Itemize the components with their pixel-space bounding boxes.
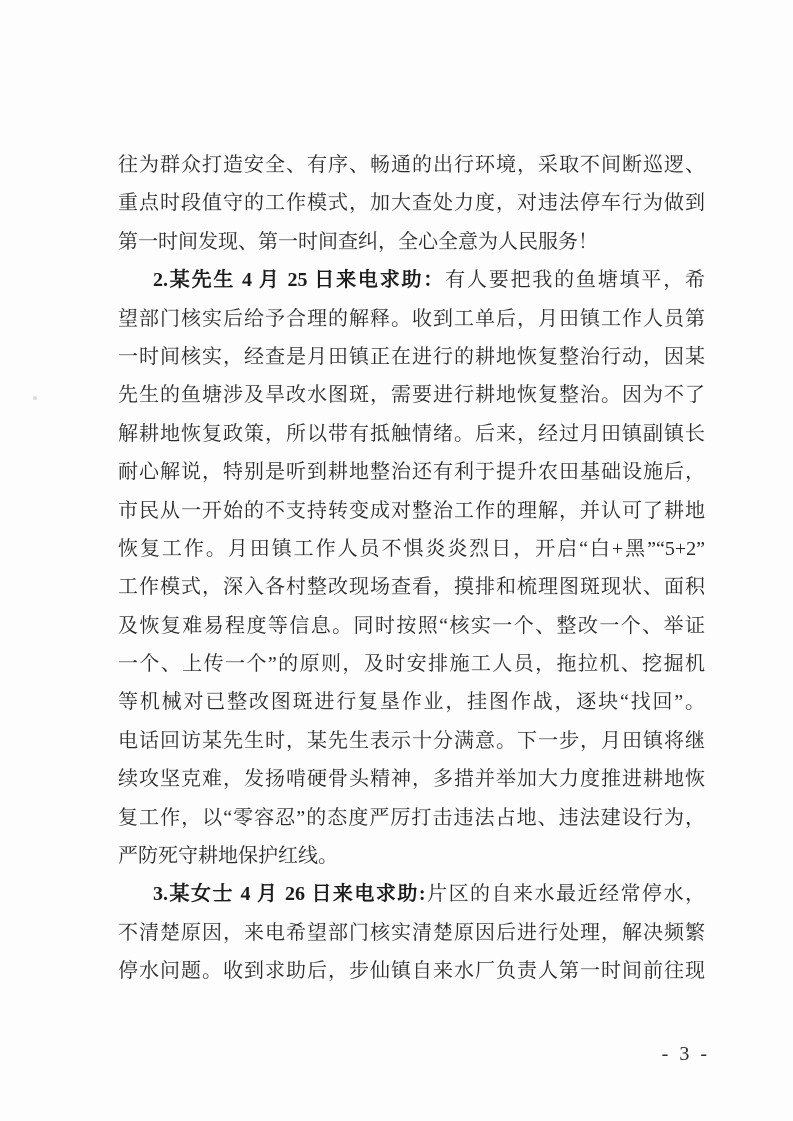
text-line xyxy=(118,799,705,837)
paragraph-lead: 3.某女士 4 月 26 日来电求助: xyxy=(153,883,426,906)
text-line xyxy=(118,568,705,606)
text-line xyxy=(118,722,705,760)
line-text: 恢复工作。月田镇工作人员不惧炎炎烈日，开启“白+黑”“5+2” xyxy=(118,537,705,560)
line-text: 电话回访某先生时，某先生表示十分满意。下一步，月田镇将继 xyxy=(118,729,705,752)
text-line xyxy=(118,914,705,952)
text-line xyxy=(118,223,705,261)
text-line xyxy=(118,837,705,875)
document-body xyxy=(118,146,705,991)
text-line xyxy=(118,645,705,683)
text-line xyxy=(118,300,705,338)
line-text: 一时间核实，经查是月田镇正在进行的耕地恢复整治行动，因某 xyxy=(118,345,705,368)
text-line xyxy=(118,952,705,990)
text-line xyxy=(118,683,705,721)
page-number: - 3 - xyxy=(661,1043,710,1065)
line-text: 先生的鱼塘涉及旱改水图斑，需要进行耕地恢复整治。因为不了 xyxy=(118,384,705,407)
line-text: 复工作，以“零容忍”的态度严厉打击违法占地、违法建设行为， xyxy=(118,806,705,829)
line-text: 停水问题。收到求助后，步仙镇自来水厂负责人第一时间前往现 xyxy=(118,960,705,983)
line-text: 一个、上传一个”的原则，及时安排施工人员，拖拉机、挖掘机 xyxy=(118,653,705,676)
line-text: 往为群众打造安全、有序、畅通的出行环境，采取不间断巡逻、 xyxy=(118,154,705,176)
text-line xyxy=(118,492,705,530)
line-text: 及恢复难易程度等信息。同时按照“核实一个、整改一个、举证 xyxy=(118,614,705,637)
line-text: 望部门核实后给予合理的解释。收到工单后，月田镇工作人员第 xyxy=(118,307,705,330)
line-text: 耐心解说，特别是听到耕地整治还有利于提升农田基础设施后， xyxy=(118,461,705,484)
scan-artifact xyxy=(33,396,37,400)
text-line xyxy=(118,261,705,299)
text-line xyxy=(118,607,705,645)
text-line xyxy=(118,530,705,568)
line-text: 不清楚原因，来电希望部门核实清楚原因后进行处理，解决频繁 xyxy=(118,921,705,944)
paragraph-lead: 2.某先生 4 月 25 日来电求助： xyxy=(153,269,446,292)
text-line xyxy=(118,338,705,376)
text-line xyxy=(118,760,705,798)
text-line xyxy=(118,453,705,491)
line-text: 解耕地恢复政策，所以带有抵触情绪。后来，经过月田镇副镇长 xyxy=(118,422,705,445)
line-text: 工作模式，深入各村整改现场查看，摸排和梳理图斑现状、面积 xyxy=(118,576,705,599)
line-text: 严防死守耕地保护红线。 xyxy=(118,845,338,868)
line-text: 市民从一开始的不支持转变成对整治工作的理解，并认可了耕地 xyxy=(118,499,705,522)
text-line xyxy=(118,875,705,913)
line-text: 有人要把我的鱼塘填平，希 xyxy=(445,269,706,292)
line-text: 片区的自来水最近经常停水， xyxy=(425,883,705,906)
text-line xyxy=(118,146,705,184)
text-line xyxy=(118,184,705,222)
line-text: 重点时段值守的工作模式，加大查处力度，对违法停车行为做到 xyxy=(118,192,705,215)
text-line xyxy=(118,415,705,453)
line-text: 续攻坚克难，发扬啃硬骨头精神，多措并举加大力度推进耕地恢 xyxy=(118,768,705,791)
text-line xyxy=(118,376,705,414)
line-text: 等机械对已整改图斑进行复垦作业，挂图作战，逐块“找回”。 xyxy=(118,691,705,714)
line-text: 第一时间发现、第一时间查纠，全心全意为人民服务！ xyxy=(118,230,598,253)
